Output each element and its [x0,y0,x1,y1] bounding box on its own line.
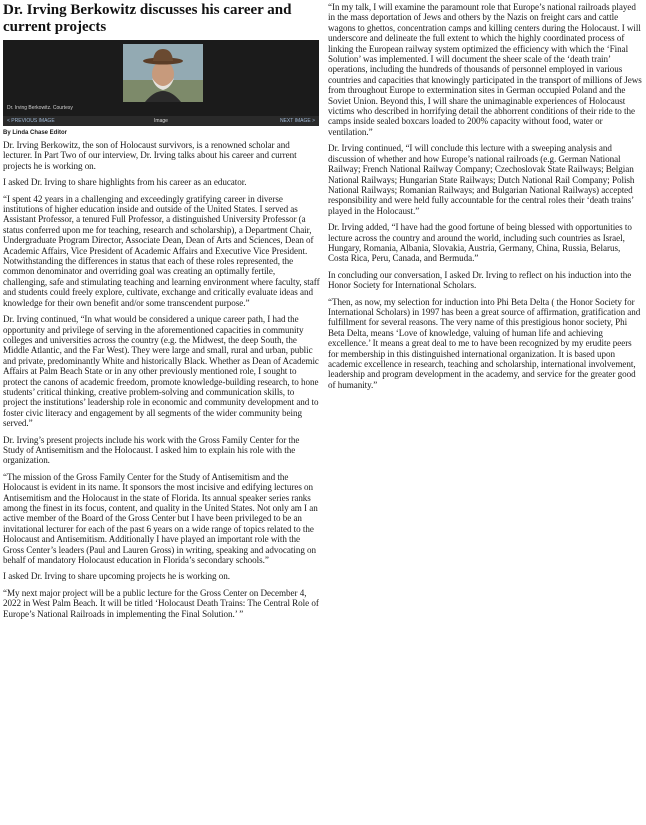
left-column [3,2,320,625]
portrait-image [123,44,203,102]
paragraph: Dr. Irving’s present projects include his work with the Gross Family Center for the Study of Antisemitism and the Holocaust. I asked him to explain his role with the organization. [3,434,300,466]
paragraph: Dr. Irving continued, “I will conclude this lecture with a sweeping analysis and discussion of whether and how Europe’s national railroads (e.g. German National Railway; French National Railway Company; Czechoslovak State Railways; Belgian National Railways; Hungarian State Railways; Dutch National Rail Company; Polish National Railways; Romanian Railways; and Bulgarian National Railways) accepted responsibility and were held fully accountable for the central roles their ‘death trains’ played in the Holocaust.” [328,143,635,216]
next-image-link[interactable]: NEXT IMAGE > [279,118,315,124]
right-column [328,2,642,396]
paragraph: In concluding our conversation, I asked Dr. Irving to reflect on his induction into the Honor Society for International Scholars. [328,269,632,291]
paragraph: Dr. Irving added, “I have had the good fortune of being blessed with opportunities to lecture across the country and around the world, including such countries as Israel, Hungary, Romania, Albania, Slovakia, Austria, Germany, China, Russia, Belarus, Costa Rica, Peru, Canada, and Bermuda.” [328,222,632,264]
paragraph: I asked Dr. Irving to share upcoming projects he is working on. [3,571,230,582]
image-caption: Dr. Irving Berkowitz. Courtesy [7,105,73,111]
paragraph: “I spent 42 years in a challenging and exceedingly gratifying career in diverse institutions of higher education inside and outside of the United States. I served as Assistant Professor, a tenured Full Professor, a distinguished University Professor (a status conferred upon me for teaching, research and scholarship), a Department Chair, Undergraduate Program Director, Associate Dean, Dean of Arts and Sciences, Dean of Academic Affairs, Vice President of Academic Affairs and Executive Vice President. Notwithstanding the differences in status that each of these roles represented, the common denominator and overriding goal was creating an optimally fertile, challenging, safe and stimulating teaching and learning environment where faculty, staff and students could freely explore, cultivate, exchange and critically evaluate ideas and knowledge for their own benefit and/or some transcendent purpose.” [3,193,320,308]
paragraph: “The mission of the Gross Family Center for the Study of Antisemitism and the Holocaust is evident in its name. It sponsors the most incisive and edifying lectures on Antisemitism and the Holocaust in the state of Florida. Its annual speaker series ranks among the finest in its focus, content, and quality in the United States. Not only am I an active member of the Board of the Gross Center but I have been privileged to be an invitational lecturer for each of the past 6 years on a wide range of topics related to the Holocaust and Antisemitism. Additionally I have played an important role with the Gross Center’s leaders (Paul and Lauren Gross) in writing, speaking and advocating on behalf of mandatory Holocaust education in Florida’s secondary schools.” [3,471,318,566]
gallery-nav-bar [3,116,319,126]
article-headline: Dr. Irving Berkowitz discusses his career and current projects [3,2,292,35]
previous-image-link[interactable]: < PREVIOUS IMAGE [7,118,55,124]
image-gallery [3,40,319,126]
paragraph: Dr. Irving continued, “In what would be considered a unique career path, I had the opportunity and privilege of serving in the aforementioned capacities in community colleges and universities across the country (e.g. the Midwest, the deep South, the Middle Atlantic, and the Far West). They were large and small, rural and urban, public and private, predominantly White and historically Black. Whether as Dean of Academic Affairs at Palm Beach State or in any other previously mentioned role, I sought to protect the canons of academic freedom, promote knowledge-building research, to hone students’ critical thinking, creative problem-solving and communication skills, to project the institutions’ leadership role in economic and community development and to foster civic literacy and engagement by all segments of the wider community being served.” [3,314,319,429]
paragraph: “In my talk, I will examine the paramount role that Europe’s national railroads played in the mass deportation of Jews and others by the Nazis on freight cars and cattle wagons to ghettos, concentration camps and killing centers during the Holocaust. I will underscore and delineate the full extent to which the highly coordinated process of linking the European railway system optimized the efficiency with which the ‘Final Solution’ was implemented. I will document the sheer scale of the ‘death train’ operations, including the hundreds of thousands of personnel employed in various countries and capacities that knowingly participated in the transport of millions of Jews from throughout Europe to extermination sites in German occupied Poland and the Soviet Union. Beyond this, I will share the unimaginable experiences of Holocaust victims who described in horrifying detail the abhorrent conditions of their ride to the camps inside sealed boxcars loaded to 200% capacity without food, water or ventilation.” [328,2,642,137]
paragraph: “My next major project will be a public lecture for the Gross Center on December 4, 2022 in West Palm Beach. It will be titled ‘Holocaust Death Trains: The Central Role of Europe’s National Railroads in implementing the Final Solution.’ ” [3,587,319,619]
portrait-photo [123,44,203,102]
byline: By Linda Chase Editor [3,130,68,136]
paragraph: Dr. Irving Berkowitz, the son of Holocaust survivors, is a renowned scholar and lecturer. In Part Two of our interview, Dr. Irving talks about his career and current projects he is working on. [3,140,297,171]
paragraph: I asked Dr. Irving to share highlights from his career as an educator. [3,177,247,188]
paragraph: “Then, as now, my selection for induction into Phi Beta Delta ( the Honor Society for International Scholars) in 1997 has been a great source of affirmation, gratification and fulfillment for several reasons. The very name of this prestigious honor society, Phi Beta Delta, means ‘Love of knowledge, valuing of human life and achieving excellence.’ It means a great deal to me to have been recognized by my erudite peers for membership in this distinguished international organization. It is based upon academic excellence in research, teaching and scholarship, international involvement, leadership and program development in the academy, and service for the greater good of humanity.” [328,296,641,390]
image-label: Image [154,118,168,124]
